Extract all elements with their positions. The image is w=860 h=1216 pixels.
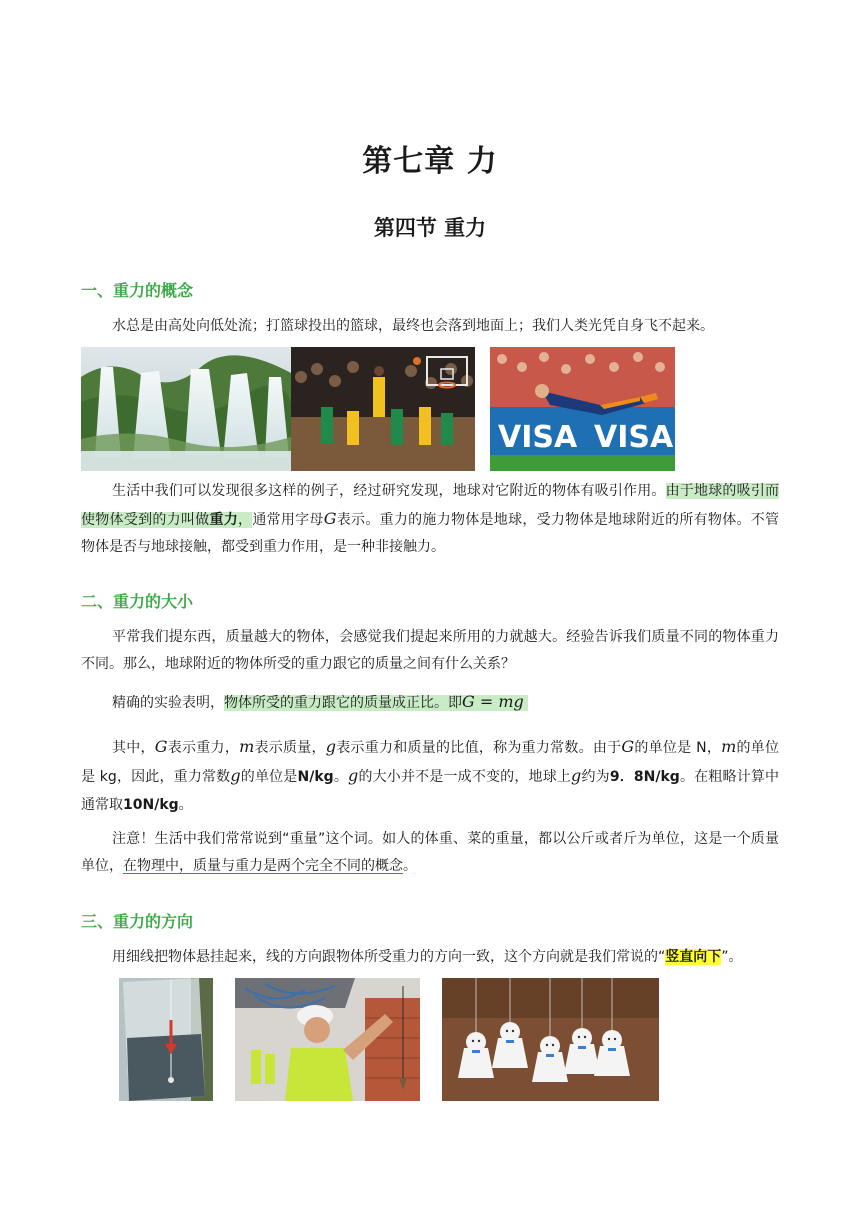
highlight-vertical-down: 竖直向下 <box>665 949 722 965</box>
ad-board-text-left: VISA <box>498 420 578 455</box>
ad-board-text-right: VISA <box>594 420 674 455</box>
highlight-gravity-definition: 由于地球的吸引而使物体受到的力叫做重力， <box>81 483 780 528</box>
plumb-line-tank-photo <box>119 978 213 1101</box>
paragraph-mass-and-weight: 平常我们提东西，质量越大的物体，会感觉我们提起来所用的力就越大。经验告诉我们质量不同的物体重力不同。那么，地球附近的物体所受的重力跟它的质量之间有什么关系？ <box>81 629 779 672</box>
hanging-dolls-photo <box>442 978 659 1101</box>
highlight-proportional: 物体所受的重力跟它的质量成正比。即G = mg <box>224 695 528 711</box>
heading-gravity-direction: 三、重力的方向 <box>81 912 194 931</box>
formula-g-equals-mg: G = mg <box>462 692 524 711</box>
paragraph-proportional: 精确的实验表明，物体所受的重力跟它的质量成正比。即G = mg <box>81 688 779 717</box>
chapter-title: 第七章 力 <box>362 144 498 179</box>
heading-gravity-magnitude: 二、重力的大小 <box>81 592 194 611</box>
paragraph-gravity-definition: 生活中我们可以发现很多这样的例子，经过研究发现，地球对它附近的物体有吸引作用。由于地球的吸引而使物体受到的力叫做重力，通常用字母G表示。重力的施力物体是地球，受力物体是地球附近的所有物体。不管物体是否与地球接触，都受到重力作用，是一种非接触力。 <box>81 483 780 555</box>
paragraph-vertical-down: 用细线把物体悬挂起来，线的方向跟物体所受重力的方向一致，这个方向就是我们常说的“竖直向下”。 <box>112 949 743 965</box>
waterfall-photo <box>81 347 291 471</box>
paragraph-gravity-constant: 其中，G表示重力，m表示质量，g表示重力和质量的比值，称为重力常数。由于G的单位是 N，m的单位是 kg，因此，重力常数g的单位是N/kg。g的大小并不是一成不变的，地球上g约为9．8N/kg。在粗略计算中通常取10N/kg。 <box>81 737 780 813</box>
heading-gravity-concept: 一、重力的概念 <box>81 281 194 300</box>
worker-plumb-bob-photo <box>235 978 420 1101</box>
soccer-dive-photo <box>490 347 675 471</box>
paragraph-intro: 水总是由高处向低处流；打篮球投出的篮球，最终也会落到地面上；我们人类光凭自身飞不起来。 <box>112 318 714 334</box>
section-title: 第四节 重力 <box>373 216 487 240</box>
basketball-photo <box>291 347 475 471</box>
underline-mass-vs-gravity: 在物理中，质量与重力是两个完全不同的概念 <box>123 858 403 874</box>
paragraph-weight-note: 注意！生活中我们常常说到“重量”这个词。如人的体重、菜的重量，都以公斤或者斤为单位，这是一个质量单位，在物理中，质量与重力是两个完全不同的概念。 <box>81 831 779 874</box>
